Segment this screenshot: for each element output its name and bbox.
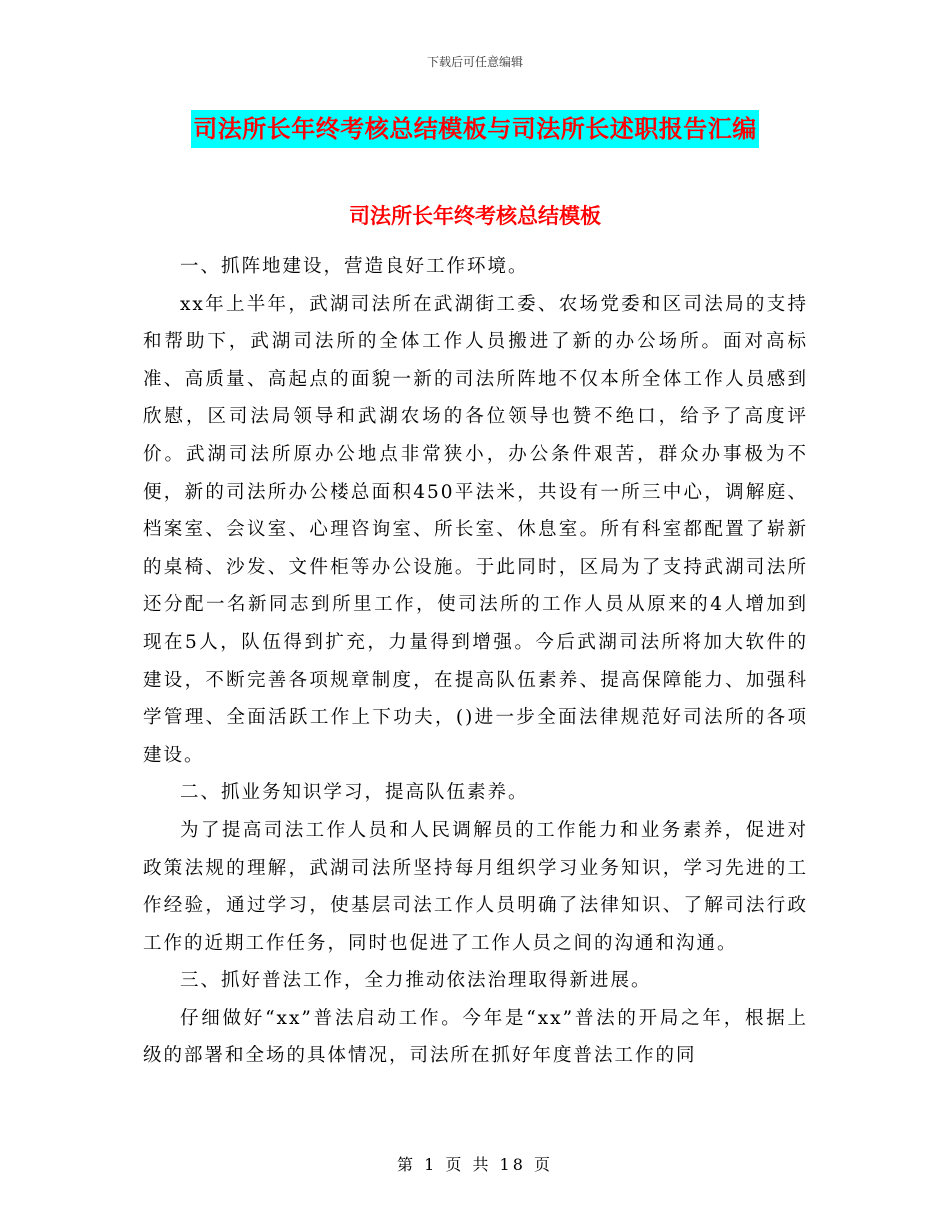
header-note: 下载后可任意编辑 — [426, 55, 523, 69]
page-footer: 第 1 页 共 18 页 — [397, 1155, 553, 1174]
paragraph: 为了提高司法工作人员和人民调解员的工作能力和业务素养，促进对政策法规的理解，武湖司法所坚持每月组织学习业务知识，学习先进的工作经验，通过学习，使基层司法工作人员明确了法律知识、了解司法行政工作的近期工作任务，同时也促进了工作人员之间的沟通和沟通。 — [143, 819, 808, 954]
paragraph: 仔细做好“xx”普法启动工作。今年是“xx”普法的开局之年，根据上级的部署和全场的具体情况，司法所在抓好年度普法工作的同 — [143, 1007, 808, 1067]
paragraph: xx年上半年，武湖司法所在武湖街工委、农场党委和区司法局的支持和帮助下，武湖司法所的全体工作人员搬进了新的办公场所。面对高标准、高质量、高起点的面貌一新的司法所阵地不仅本所全体工作人员感到欣慰，区司法局领导和武湖农场的各位领导也赞不绝口，给予了高度评价。武湖司法所原办公地点非常狭小，办公条件艰苦，群众办事极为不便，新的司法所办公楼总面积450平法米，共设有一所三中心，调解庭、档案室、会议室、心理咨询室、所长室、休息室。所有科室都配置了崭新的桌椅、沙发、文件柜等办公设施。于此同时，区局为了支持武湖司法所还分配一名新同志到所里工作，使司法所的工作人员从原来的4人增加到现在5人，队伍得到扩充，力量得到增强。今后武湖司法所将加大软件的建设，不断完善各项规章制度，在提高队伍素养、提高保障能力、加强科学管理、全面活跃工作上下功夫，()进一步全面法律规范好司法所的各项建设。 — [143, 293, 808, 766]
main-title: 司法所长年终考核总结模板与司法所长述职报告汇编 — [191, 110, 759, 148]
paragraph: 三、抓好普法工作，全力推动依法治理取得新进展。 — [180, 970, 652, 992]
paragraph: 二、抓业务知识学习，提高队伍素养。 — [180, 782, 529, 804]
main-title-container — [0, 110, 950, 148]
sub-title: 司法所长年终考核总结模板 — [349, 204, 601, 228]
paragraph: 一、抓阵地建设，营造良好工作环境。 — [180, 256, 529, 277]
body-content — [143, 248, 808, 1075]
